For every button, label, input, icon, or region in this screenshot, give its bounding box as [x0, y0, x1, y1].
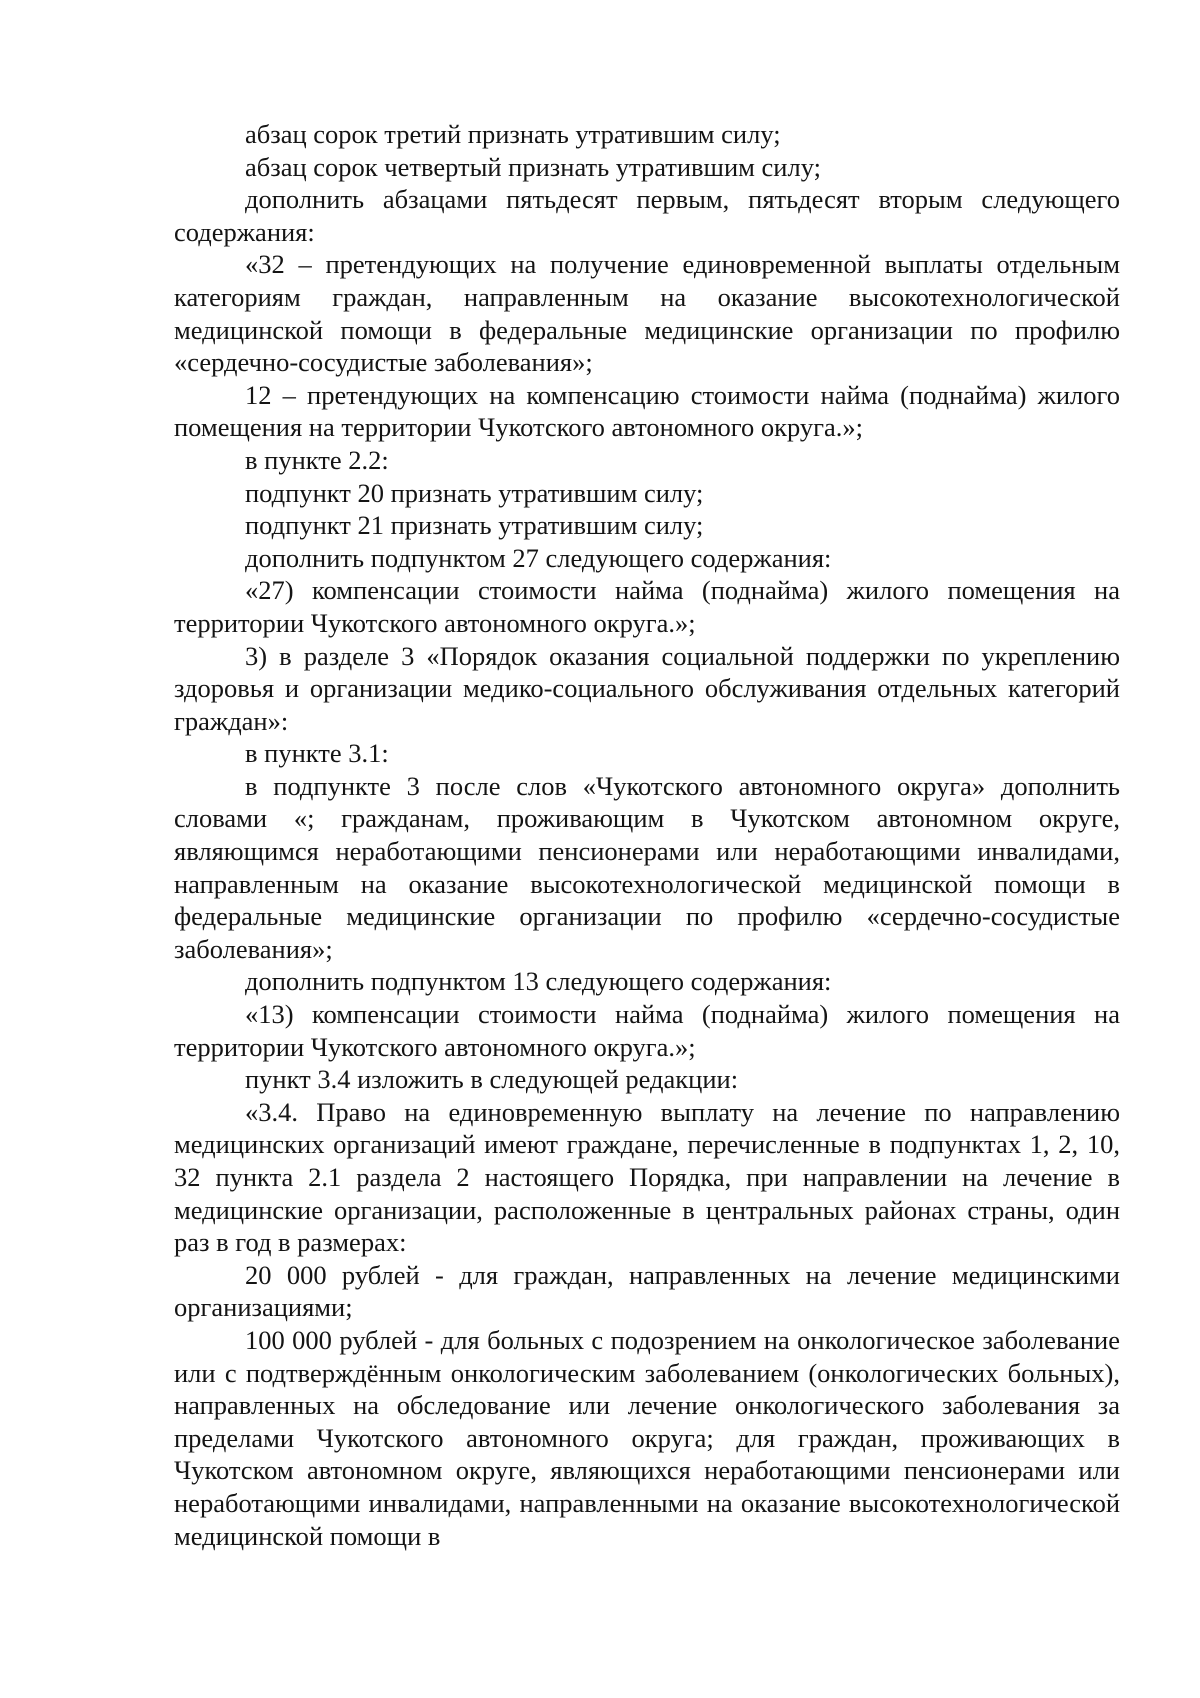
paragraph-12: в пункте 3.1:	[245, 738, 389, 769]
paragraph-1: абзац сорок третий признать утратившим силу;	[245, 119, 781, 149]
paragraph-18: 20 000 рублей - для граждан, направленных на лечение медицинскими организациями;	[174, 1259, 1120, 1323]
paragraph-13: в подпункте 3 после слов «Чукотского автономного округа» дополнить словами «; гражданам, проживающим в Чукотском автономном округе, являющимся неработающими пенсионерами или неработающими инвалидами, направленным на оказание высокотехнологической медицинской помощи в федеральные медицинские организации по профилю «сердечно-сосудистые заболевания»;	[174, 770, 1120, 964]
paragraph-4: «32 – претендующих на получение единовременной выплаты отдельным категориям граждан, направленным на оказание высокотехнологической медицинской помощи в федеральные медицинские организации по профилю «сердечно-сосудистые заболевания»;	[174, 249, 1120, 378]
paragraph-5: 12 – претендующих на компенсацию стоимости найма (поднайма) жилого помещения на территории Чукотского автономного округа.»;	[174, 379, 1120, 443]
paragraph-3: дополнить абзацами пятьдесят первым, пятьдесят вторым следующего содержания:	[174, 184, 1120, 247]
paragraph-17: «3.4. Право на единовременную выплату на лечение по направлению медицинских организаций имеют граждане, перечисленные в подпунктах 1, 2, 10, 32 пункта 2.1 раздела 2 настоящего Порядка, при направлении на лечение в медицинские организации, расположенные в центральных районах страны, один раз в год в размерах:	[174, 1096, 1120, 1258]
paragraph-16: пункт 3.4 изложить в следующей редакции:	[245, 1064, 739, 1095]
paragraph-2: абзац сорок четвертый признать утратившим силу;	[245, 151, 821, 182]
paragraph-11: 3) в разделе 3 «Порядок оказания социальной поддержки по укреплению здоровья и организации медико-социального обслуживания отдельных категорий граждан»:	[174, 640, 1120, 736]
paragraph-8: подпункт 21 признать утратившим силу;	[245, 510, 704, 541]
document-body	[174, 118, 1120, 1552]
paragraph-19: 100 000 рублей - для больных с подозрением на онкологическое заболевание или с подтверждённым онкологическим заболеванием (онкологических больных), направленных на обследование или лечение онкологического заболевания за пределами Чукотского автономного округа; для граждан, проживающих в Чукотском автономном округе, являющихся неработающими пенсионерами или неработающими инвалидами, направленными на оказание высокотехнологической медицинской помощи в	[174, 1324, 1120, 1551]
paragraph-10: «27) компенсации стоимости найма (поднайма) жилого помещения на территории Чукотского автономного округа.»;	[174, 575, 1120, 638]
paragraph-6: в пункте 2.2:	[245, 444, 389, 475]
paragraph-15: «13) компенсации стоимости найма (поднайма) жилого помещения на территории Чукотского автономного округа.»;	[174, 999, 1120, 1062]
paragraph-14: дополнить подпунктом 13 следующего содержания:	[245, 966, 832, 997]
paragraph-9: дополнить подпунктом 27 следующего содержания:	[245, 542, 832, 573]
paragraph-7: подпункт 20 признать утратившим силу;	[245, 477, 704, 508]
